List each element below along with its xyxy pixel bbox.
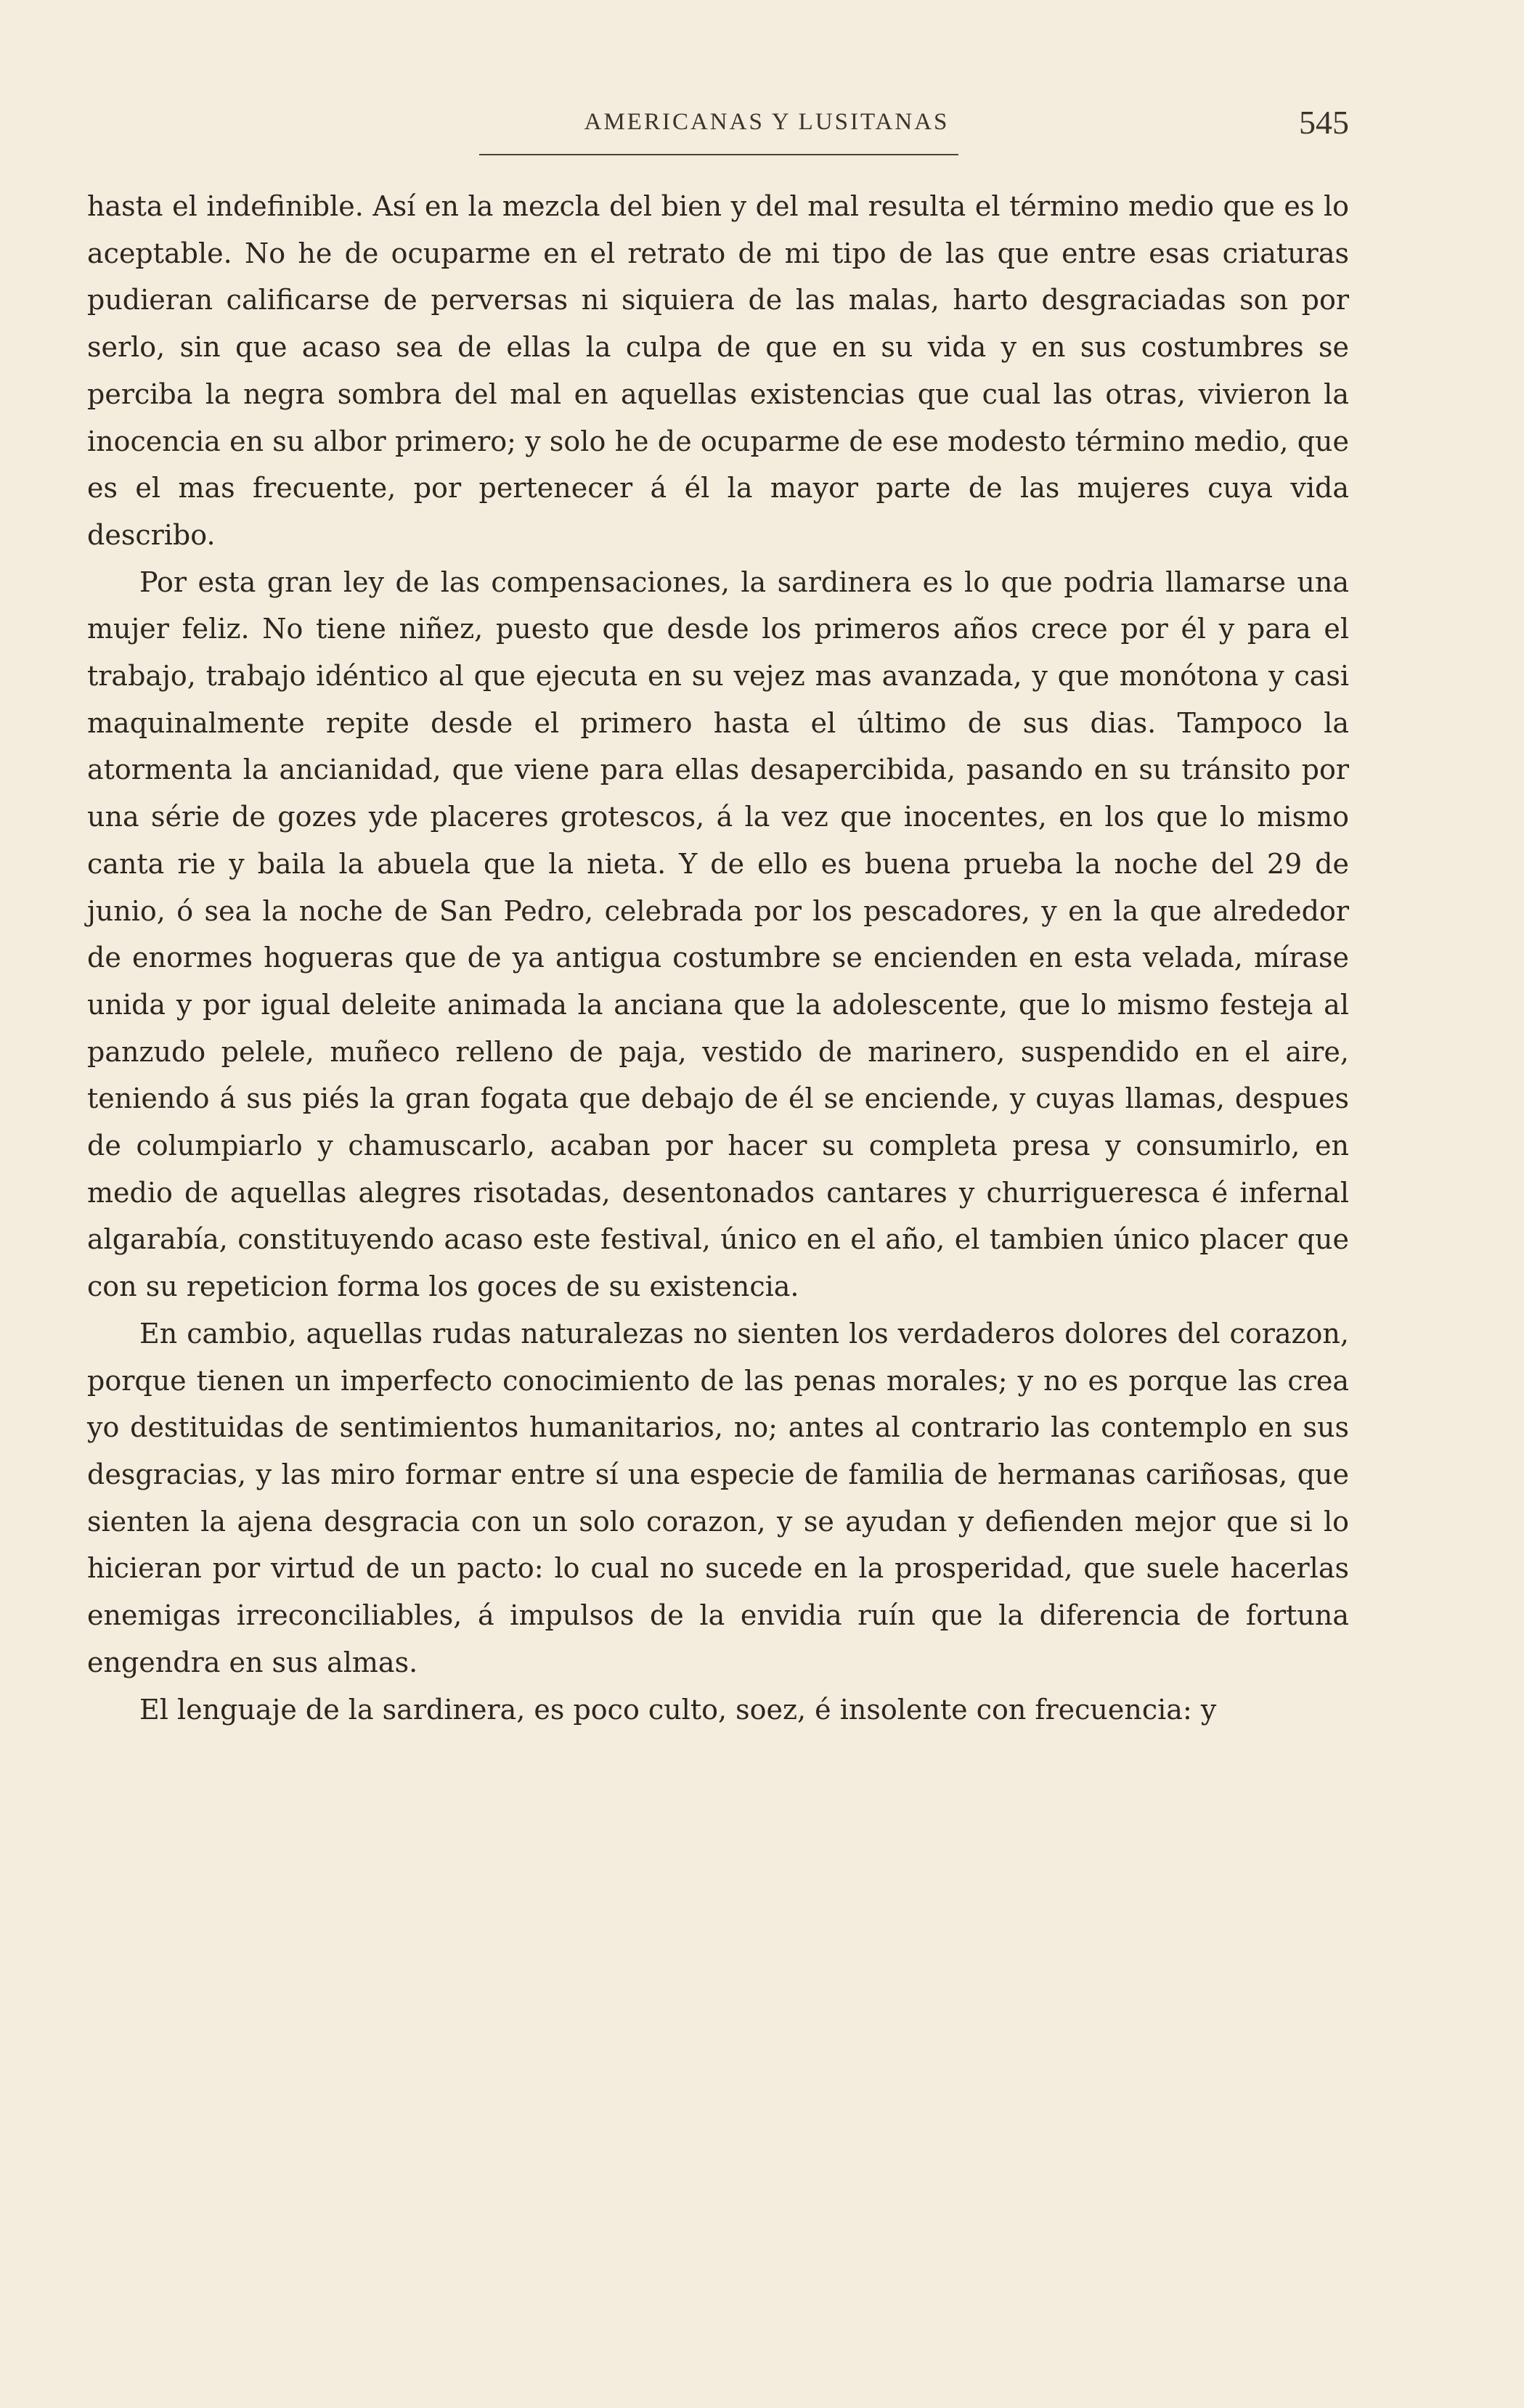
paragraph-lenguaje: El lenguaje de la sardinera, es poco culto, soez, é insolente con frecuencia: y	[139, 1693, 1217, 1726]
paragraph-continued: hasta el indefinible. Así en la mezcla del bien y del mal resulta el término medio que es lo aceptable. No he de ocuparme en el retrato de mi tipo de las que entre esas criaturas pudieran calificarse de perversas ni siquiera de las malas, harto desgraciadas son por serlo, sin que acaso sea de ellas la culpa de que en su vida y en sus costumbres se perciba la negra sombra del mal en aquellas existencias que cual las otras, vivieron la inocencia en su albor primero; y solo he de ocuparme de ese modesto término medio, que es el mas frecuente, por pertenecer á él la mayor parte de las mujeres cuya vida describo.	[87, 190, 1349, 551]
running-head-title: AMERICANAS Y LUSITANAS	[584, 109, 950, 135]
header-rule	[479, 154, 958, 155]
running-head	[179, 103, 1355, 150]
page-number: 545	[1299, 104, 1349, 141]
paragraph-en-cambio: En cambio, aquellas rudas naturalezas no sienten los verdaderos dolores del corazon, porque tienen un imperfecto conocimiento de las penas morales; y no es porque las crea yo destituidas de sentimientos humanitarios, no; antes al contrario las contemplo en sus desgracias, y las miro formar entre sí una especie de familia de hermanas cariñosas, que sienten la ajena desgracia con un solo corazon, y se ayudan y defienden mejor que si lo hicieran por virtud de un pacto: lo cual no sucede en la prosperidad, que suele hacerlas enemigas irreconciliables, á impulsos de la envidia ruín que la diferencia de fortuna engendra en sus almas.	[87, 1317, 1349, 1678]
body-text	[87, 183, 1349, 1733]
paragraph-compensaciones: Por esta gran ley de las compensaciones, la sardinera es lo que podria llamarse una mujer feliz. No tiene niñez, puesto que desde los primeros años crece por él y para el trabajo, trabajo idéntico al que ejecuta en su vejez mas avanzada, y que monótona y casi maquinalmente repite desde el primero hasta el último de sus dias. Tampoco la atormenta la ancianidad, que viene para ellas desapercibida, pasando en su tránsito por una série de gozes yde placeres grotescos, á la vez que inocentes, en los que lo mismo canta rie y baila la abuela que la nieta. Y de ello es buena prueba la noche del 29 de junio, ó sea la noche de San Pedro, celebrada por los pescadores, y en la que alrededor de enormes hogueras que de ya antigua costumbre se encienden en esta velada, mírase unida y por igual deleite animada la anciana que la adolescente, que lo mismo festeja al panzudo pelele, muñeco relleno de paja, vestido de marinero, suspendido en el aire, teniendo á sus piés la gran fogata que debajo de él se enciende, y cuyas llamas, despues de columpiarlo y chamuscarlo, acaban por hacer su completa presa y consumirlo, en medio de aquellas alegres risotadas, desentonados cantares y churrigueresca é infernal algarabía, constituyendo acaso este festival, único en el año, el tambien único placer que con su repeticion forma los goces de su existencia.	[87, 566, 1349, 1303]
